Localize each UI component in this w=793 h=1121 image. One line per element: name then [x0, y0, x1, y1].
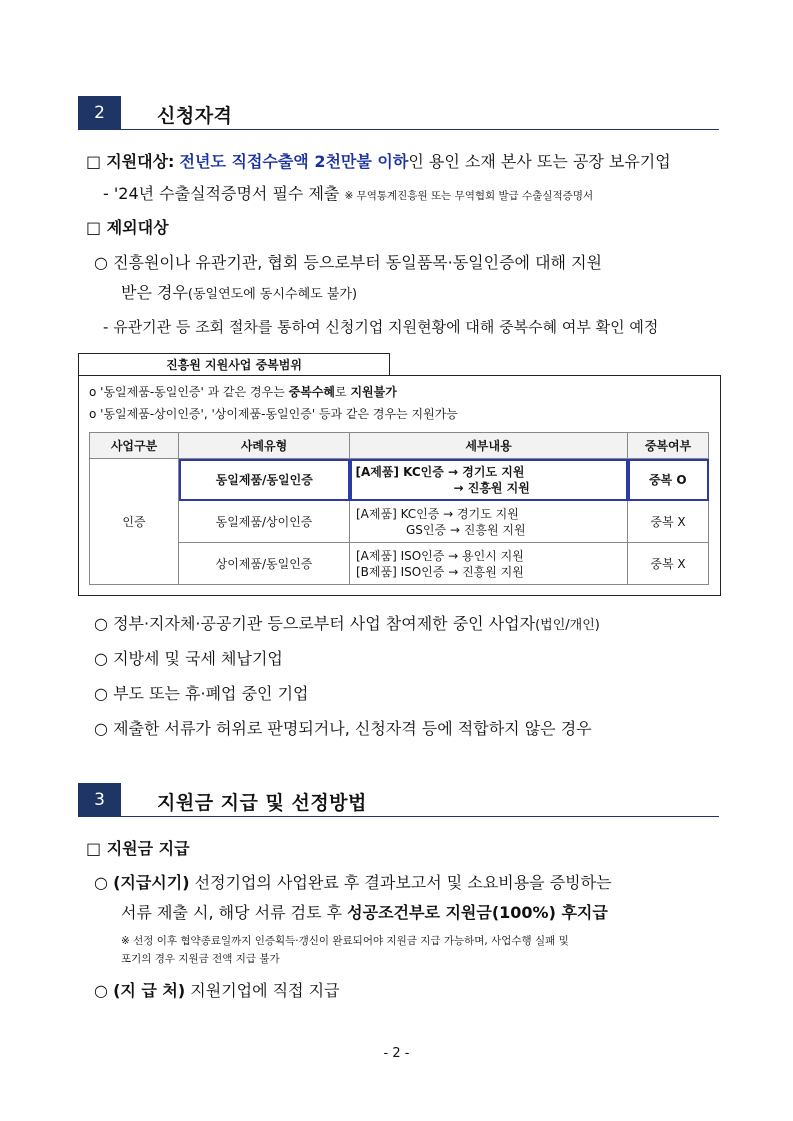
exclusion-item — [94, 648, 283, 670]
exclusion-note: (법인/개인) — [535, 618, 600, 633]
excluded-heading — [86, 217, 169, 239]
exclusion-item — [94, 683, 309, 705]
exclusion-item-cont — [121, 282, 357, 306]
exclusion-item — [94, 718, 592, 740]
circle-bullet-icon: ○ — [94, 649, 108, 668]
payment-label: 지원금 지급 — [106, 839, 190, 858]
detail-cell — [350, 501, 628, 543]
overlap-tab-label: 진흥원 지원사업 중복범위 — [78, 353, 390, 376]
detail-line: → 진흥원 지원 — [453, 480, 530, 495]
detail-line: [A제품] KC인증 → 경기도 지원 — [356, 506, 519, 521]
section-underline — [121, 129, 719, 130]
detail-line: GS인증 → 진흥원 지원 — [406, 522, 526, 537]
exclusion-sub-text: 유관기관 등 조회 절차를 통하여 신청기업 지원현황에 대해 중복수혜 여부 확인 예정 — [113, 318, 659, 336]
payment-item-label: (지 급 처) — [113, 981, 186, 1000]
table-header-row — [90, 433, 709, 459]
exclusion-note: (동일연도에 동시수혜도 불가) — [187, 287, 358, 302]
detail-line: [B제품] ISO인증 → 진흥원 지원 — [356, 564, 524, 579]
payment-item — [94, 980, 340, 1002]
target-sub-text: '24년 수출실적증명서 필수 제출 — [113, 184, 340, 203]
dup-cell: 중복 O — [628, 459, 709, 501]
detail-line: [A제품] ISO인증 → 용인시 지원 — [356, 548, 524, 563]
payment-item-text: 서류 제출 시, 해당 서류 검토 후 — [121, 903, 348, 922]
excluded-label: 제외대상 — [106, 218, 169, 237]
table-row — [90, 543, 709, 585]
payment-heading — [86, 838, 190, 860]
overlap-note-2: o '동일제품-상이인증', '상이제품-동일인증' 등과 같은 경우는 지원가능 — [89, 407, 458, 421]
exclusion-text: 진흥원이나 유관기관, 협회 등으로부터 동일품목·동일인증에 대해 지원 — [113, 253, 602, 272]
table-header-cell: 사업구분 — [90, 433, 179, 459]
table-header-cell: 중복여부 — [628, 433, 709, 459]
exclusion-text: 제출한 서류가 허위로 판명되거나, 신청자격 등에 적합하지 않은 경우 — [113, 719, 592, 738]
note-text: 로 — [335, 385, 351, 399]
payment-item-label: (지급시기) — [113, 873, 190, 892]
dash-bullet: - — [103, 318, 109, 336]
target-rest: 인 용인 소재 본사 또는 공장 보유기업 — [408, 152, 671, 171]
type-cell: 동일제품/상이인증 — [179, 501, 350, 543]
target-sub-line — [103, 183, 593, 205]
note-bold: 지원불가 — [350, 385, 397, 399]
exclusion-text: 부도 또는 휴·폐업 중인 기업 — [113, 684, 309, 703]
dup-cell: 중복 X — [628, 501, 709, 543]
checkbox-icon: □ — [86, 218, 102, 237]
note-bold: 중복수혜 — [288, 385, 336, 399]
category-cell: 인증 — [90, 459, 179, 585]
dup-cell: 중복 X — [628, 543, 709, 585]
target-label: 지원대상: — [106, 152, 175, 171]
circle-bullet-icon: ○ — [94, 684, 108, 703]
note-text: o '동일제품-동일인증' 과 같은 경우는 — [89, 385, 289, 399]
checkbox-icon: □ — [86, 839, 102, 858]
overlap-table — [89, 432, 709, 585]
section-underline — [121, 816, 719, 817]
section-number: 3 — [78, 783, 121, 817]
table-header-cell: 사례유형 — [179, 433, 350, 459]
type-cell: 상이제품/동일인증 — [179, 543, 350, 585]
circle-bullet-icon: ○ — [94, 614, 108, 633]
circle-bullet-icon: ○ — [94, 981, 108, 1000]
section-title: 지원금 지급 및 선정방법 — [157, 792, 367, 814]
table-row — [90, 459, 709, 501]
type-cell: 동일제품/동일인증 — [179, 459, 350, 501]
exclusion-text: 정부·지자체·공공기관 등으로부터 사업 참여제한 중인 사업자 — [113, 614, 536, 633]
dash-bullet: - — [103, 184, 109, 203]
payment-item — [94, 872, 612, 894]
target-highlight: 전년도 직접수출액 2천만불 이하 — [179, 152, 409, 171]
page-number: - 2 - — [383, 1046, 410, 1061]
payment-item-bold: 성공조건부로 지원금(100%) 후지급 — [347, 903, 608, 922]
exclusion-sub-line — [103, 316, 658, 338]
overlap-note-1 — [89, 384, 397, 401]
table-row — [90, 501, 709, 543]
target-line — [86, 151, 671, 173]
payment-note: ※ 선정 이후 협약종료일까지 인증획득·갱신이 완료되어야 지원금 지급 가능하며, 사업수행 실패 및 — [121, 935, 569, 947]
detail-cell — [350, 543, 628, 585]
table-header-cell: 세부내용 — [350, 433, 628, 459]
payment-item-text: 지원기업에 직접 지급 — [190, 981, 340, 1000]
checkbox-icon: □ — [86, 152, 102, 171]
exclusion-text: 지방세 및 국세 체납기업 — [113, 649, 283, 668]
section-title: 신청자격 — [157, 105, 233, 127]
payment-item-cont — [121, 902, 608, 924]
circle-bullet-icon: ○ — [94, 253, 108, 272]
circle-bullet-icon: ○ — [94, 719, 108, 738]
exclusion-item — [94, 252, 602, 274]
detail-line: [A제품] KC인증 → 경기도 지원 — [355, 464, 525, 479]
target-sub-note: ※ 무역통계진흥원 또는 무역협회 발급 수출실적증명서 — [344, 190, 594, 202]
payment-note: 포기의 경우 지원금 전액 지급 불가 — [121, 953, 280, 965]
detail-cell — [350, 459, 628, 501]
section-number: 2 — [78, 96, 121, 130]
exclusion-text: 받은 경우 — [121, 283, 188, 302]
payment-item-text: 선정기업의 사업완료 후 결과보고서 및 소요비용을 증빙하는 — [194, 873, 612, 892]
exclusion-item — [94, 613, 600, 637]
circle-bullet-icon: ○ — [94, 873, 108, 892]
